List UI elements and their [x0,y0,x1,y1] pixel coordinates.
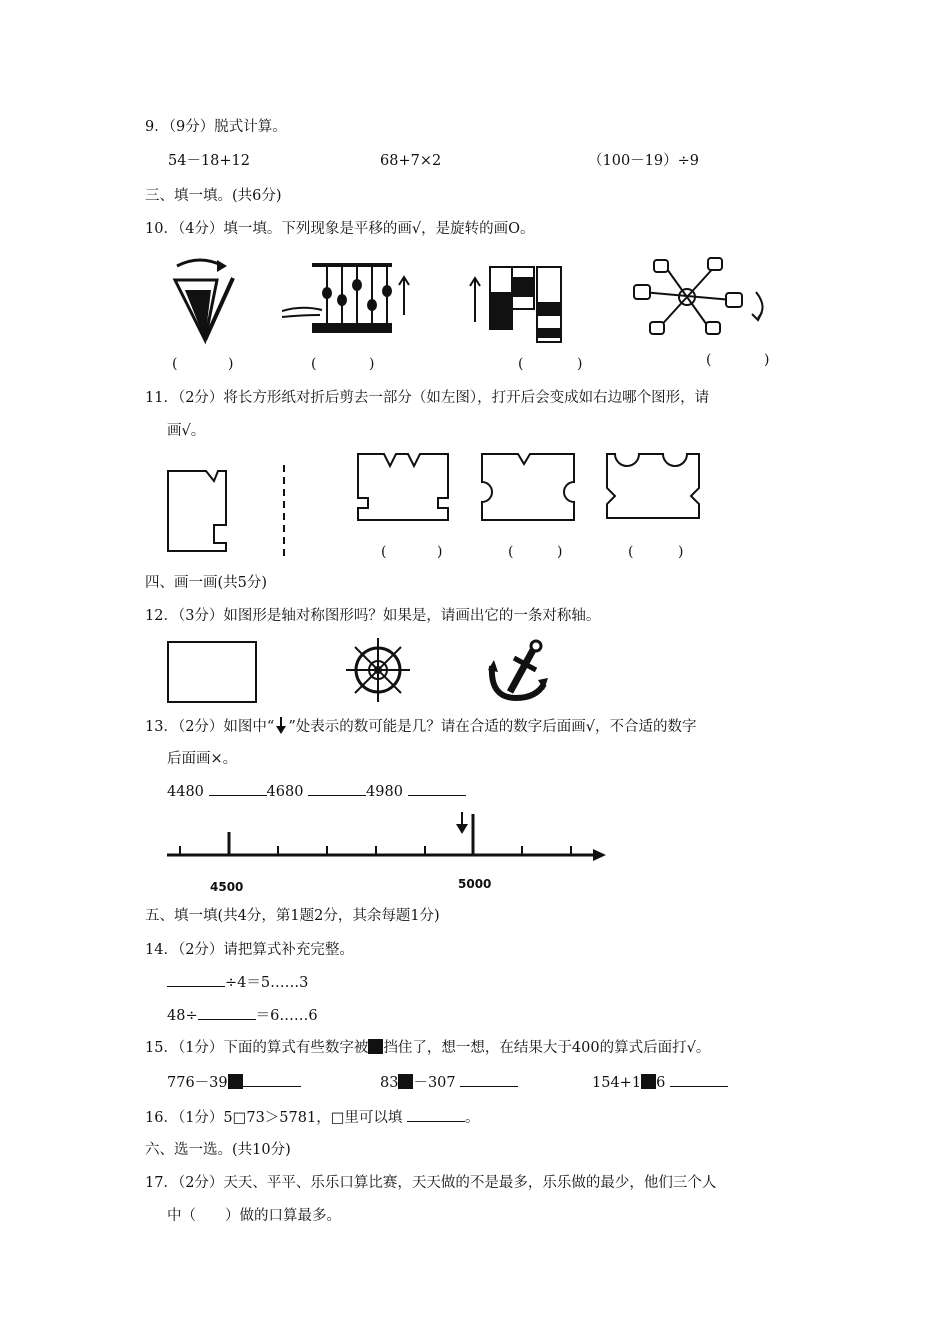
q14-blank-1[interactable] [167,972,225,987]
q15-expr-1 [167,1072,301,1093]
option-shape-1 [356,452,450,524]
q15-expr-2-end: －307 [413,1075,456,1091]
q14-expr-2-end: ＝6……6 [255,1008,318,1024]
q11-answer-3-open[interactable]: ( [628,544,634,560]
q16-blank[interactable] [407,1107,465,1122]
option-shape-2 [480,452,576,524]
q15-blank-1[interactable] [243,1072,301,1087]
q12-title: 12．（3分）如图形是轴对称图形吗？如果是，请画出它的一条对称轴。 [145,608,601,624]
abacus-picture [282,255,412,345]
q10-answer-1-open[interactable]: ( [172,356,178,372]
q13-choices [167,781,466,802]
q10-answer-4-open[interactable]: ( [706,352,712,368]
q13-line-1-start: 13．（2分）如图中“ [145,719,275,735]
q15-blank-2[interactable] [460,1072,518,1087]
q17-line-1: 17．（2分）天天、平平、乐乐口算比赛，天天做的不是最多，乐乐做的最少，他们三个人 [145,1175,717,1191]
q13-line-1 [145,715,697,737]
folded-paper-picture [164,465,294,561]
q15-expr-2 [380,1072,518,1093]
axis-label-4500: 4500 [210,880,244,894]
q15-blank-3[interactable] [670,1072,728,1087]
q15-expr-1-text: 776－39 [167,1075,228,1091]
q11-answer-1-open[interactable]: ( [381,544,387,560]
q10-answer-3-open[interactable]: ( [518,356,524,372]
q11-line-1: 11．（2分）将长方形纸对折后剪去一部分（如左图），打开后会变成如右边哪个图形，请 [145,390,710,406]
q16-text [145,1107,480,1128]
q11-answer-2-open[interactable]: ( [508,544,514,560]
q14-expr-1-text: ÷4＝5……3 [225,975,309,991]
q14-expr-2-start: 48÷ [167,1008,198,1024]
q15-expr-3-start: 154+1 [592,1075,642,1091]
number-line [165,808,610,866]
q15-title-end: 挡住了，想一想，在结果大于400的算式后面打√。 [383,1040,711,1056]
hidden-digit-block-icon [228,1074,243,1089]
rectangle-picture [166,640,258,704]
q15-title [145,1038,710,1058]
window-slide-picture [465,262,570,344]
anchor-picture [486,636,552,704]
q13-line-1-end: ”处表示的数可能是几？请在合适的数字后面画√，不合适的数字 [288,719,697,735]
q11-answer-3-close[interactable]: ) [678,544,684,560]
section-4-heading: 四、画一画(共5分) [145,575,268,591]
q9-expr-2: 68+7×2 [380,153,442,169]
choice-4680-blank[interactable] [308,781,366,796]
q14-blank-2[interactable] [198,1005,256,1020]
q15-expr-2-start: 83 [380,1075,399,1091]
axis-label-5000: 5000 [458,877,492,891]
q14-expr-1 [167,972,308,993]
section-5-heading: 五、填一填(共4分，第1题2分，其余每题1分) [145,908,440,924]
down-arrow-icon [274,715,288,735]
q15-expr-3-end: 6 [656,1075,666,1091]
choice-4480: 4480 [167,784,204,800]
ship-wheel-picture [344,636,412,704]
q17-line-2: 中（ ）做的口算最多。 [167,1208,341,1224]
choice-4480-blank[interactable] [209,781,267,796]
q9-expr-3: （100－19）÷9 [588,153,700,169]
hidden-digit-block-icon [368,1039,383,1054]
option-shape-3 [605,452,701,524]
choice-4980: 4980 [366,784,403,800]
merry-go-round-picture [632,252,772,342]
q10-answer-1-close[interactable]: ) [228,356,234,372]
choice-4980-blank[interactable] [408,781,466,796]
q15-expr-3 [592,1072,728,1093]
fan-rotation-picture [165,250,245,350]
q14-title: 14．（2分）请把算式补充完整。 [145,942,354,958]
section-6-heading: 六、选一选。(共10分) [145,1142,291,1158]
hidden-digit-block-icon [641,1074,656,1089]
choice-4680: 4680 [266,784,304,800]
q11-answer-2-close[interactable]: ) [557,544,563,560]
q11-line-2: 画√。 [167,423,206,439]
q13-line-2: 后面画×。 [167,751,238,767]
q9-title: 9．（9分）脱式计算。 [145,119,287,135]
q10-answer-4-close[interactable]: ) [764,352,770,368]
q10-title: 10．（4分）填一填。下列现象是平移的画√，是旋转的画O。 [145,221,535,237]
q10-answer-3-close[interactable]: ) [577,356,583,372]
section-3-heading: 三、填一填。(共6分) [145,188,282,204]
q11-answer-1-close[interactable]: ) [437,544,443,560]
hidden-digit-block-icon [398,1074,413,1089]
q16-text-end: 。 [465,1110,480,1126]
q15-title-start: 15．（1分）下面的算式有些数字被 [145,1040,369,1056]
q10-answer-2-open[interactable]: ( [311,356,317,372]
q16-text-start: 16．（1分）5□73＞5781，□里可以填 [145,1110,403,1126]
q14-expr-2 [167,1005,318,1026]
q9-expr-1: 54－18+12 [168,153,251,169]
q10-answer-2-close[interactable]: ) [369,356,375,372]
